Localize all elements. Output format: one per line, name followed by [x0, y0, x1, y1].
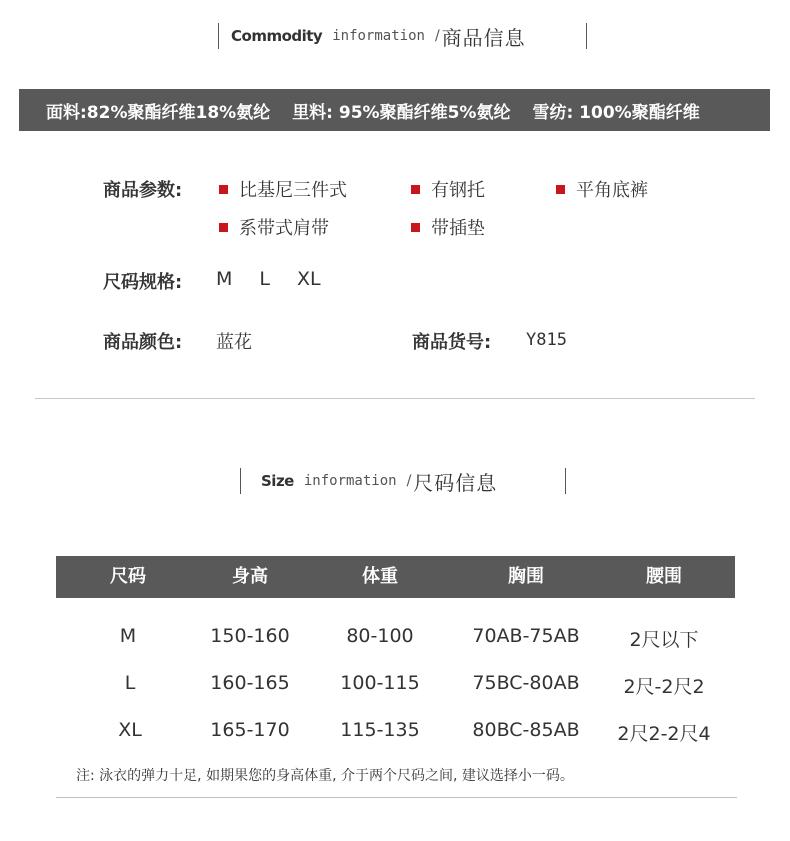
red-square-bullet-icon	[556, 185, 565, 194]
table-cell: 150-160	[210, 625, 290, 647]
size-header-slash: /	[406, 473, 412, 489]
size-spec-options	[216, 268, 321, 290]
color-label: 商品颜色:	[103, 332, 183, 353]
table-cell: 80BC-85AB	[472, 719, 580, 741]
table-cell: 2尺2-2尺4	[617, 723, 711, 745]
table-cell: XL	[118, 719, 142, 741]
table-cell: 2尺-2尺2	[623, 676, 705, 698]
column-header-waist: 腰围	[646, 566, 682, 587]
red-square-bullet-icon	[219, 223, 228, 232]
header-left-rule	[218, 23, 219, 49]
column-header-height: 身高	[232, 566, 268, 587]
param-item	[411, 176, 485, 202]
size-option: XL	[297, 268, 321, 290]
header-right-rule	[565, 468, 566, 494]
size-header-en-light: information	[303, 473, 397, 489]
table-cell: 100-115	[340, 672, 420, 694]
param-item-text: 比基尼三件式	[239, 180, 347, 201]
param-item	[556, 176, 648, 202]
column-header-weight: 体重	[362, 566, 398, 587]
bottom-divider	[56, 797, 737, 798]
param-item	[219, 214, 329, 240]
fabric-chiffon: 雪纺: 100%聚酯纤维	[532, 102, 700, 123]
size-header-en-bold: Size	[261, 472, 294, 490]
table-cell: L	[124, 672, 136, 694]
param-item	[219, 176, 347, 202]
size-note: 注: 泳衣的弹力十足, 如期果您的身高体重, 介于两个尺码之间, 建议选择小一码。	[76, 768, 574, 784]
fabric-face: 面料:82%聚酯纤维18%氨纶	[46, 102, 271, 123]
param-item-text: 带插垫	[431, 218, 485, 239]
size-info-header	[0, 468, 790, 498]
size-spec-label: 尺码规格:	[103, 272, 183, 293]
commodity-info-header	[0, 23, 790, 53]
table-cell: 115-135	[340, 719, 420, 741]
size-header-title	[261, 468, 497, 494]
table-cell: 165-170	[210, 719, 290, 741]
commodity-header-slash: /	[434, 28, 440, 44]
sku-value: Y815	[526, 330, 567, 350]
table-cell: 80-100	[346, 625, 414, 647]
commodity-header-en-bold: Commodity	[231, 27, 323, 45]
size-table-header	[56, 556, 735, 598]
params-label: 商品参数:	[103, 180, 183, 201]
color-value: 蓝花	[216, 332, 252, 353]
param-item-text: 平角底裤	[576, 180, 648, 201]
section-divider	[35, 398, 755, 399]
table-cell: 75BC-80AB	[472, 672, 580, 694]
param-item-text: 有钢托	[431, 180, 485, 201]
size-option: M	[216, 268, 233, 290]
commodity-header-title	[231, 23, 526, 49]
table-cell: 2尺以下	[629, 629, 699, 651]
red-square-bullet-icon	[219, 185, 228, 194]
red-square-bullet-icon	[411, 223, 420, 232]
header-left-rule	[240, 468, 241, 494]
fabric-composition-bar	[19, 89, 770, 131]
table-cell: M	[119, 625, 137, 647]
table-cell: 160-165	[210, 672, 290, 694]
column-header-size: 尺码	[110, 566, 146, 587]
size-option: L	[259, 268, 270, 290]
fabric-lining: 里料: 95%聚酯纤维5%氨纶	[292, 102, 511, 123]
commodity-header-en-light: information	[332, 28, 425, 44]
param-item	[411, 214, 485, 240]
column-header-bust: 胸围	[508, 566, 544, 587]
sku-label: 商品货号:	[412, 332, 492, 353]
size-header-cn: 尺码信息	[413, 470, 498, 495]
param-item-text: 系带式肩带	[239, 218, 329, 239]
header-right-rule	[586, 23, 587, 49]
commodity-header-cn: 商品信息	[441, 25, 526, 50]
red-square-bullet-icon	[411, 185, 420, 194]
table-cell: 70AB-75AB	[472, 625, 580, 647]
